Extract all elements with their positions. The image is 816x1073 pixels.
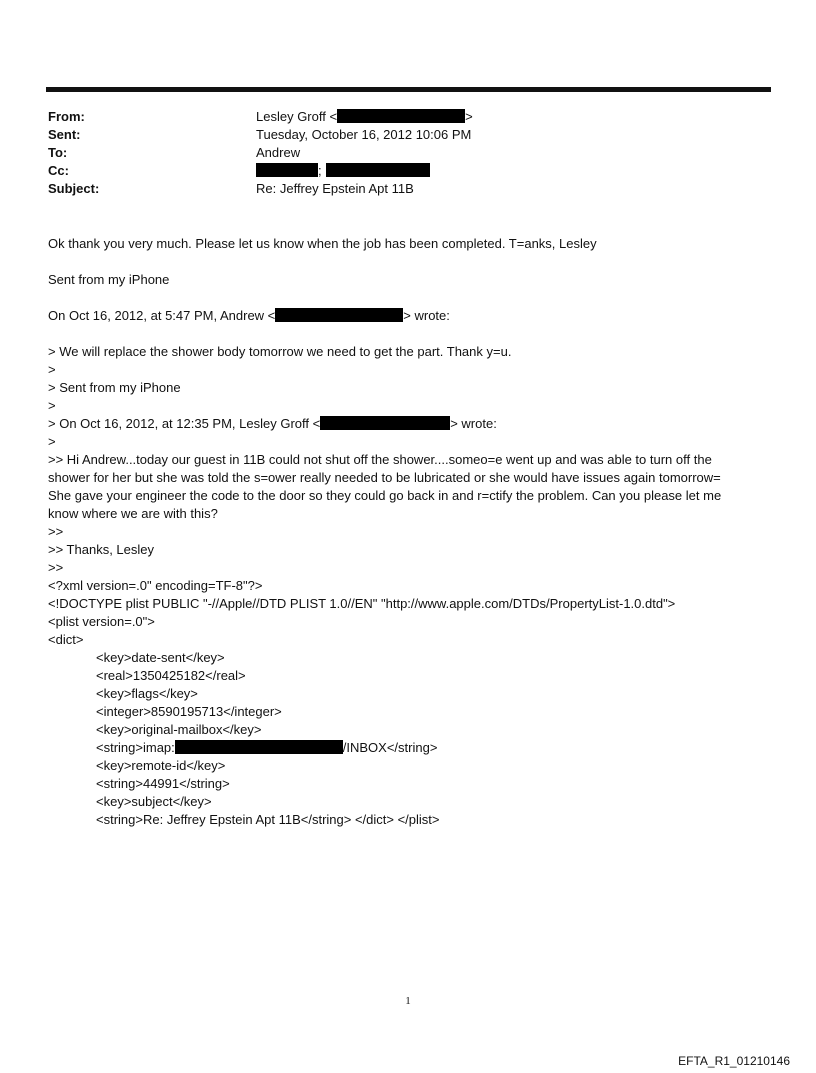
- quoted-header-prefix: > On Oct 16, 2012, at 12:35 PM, Lesley Groff <: [48, 416, 321, 431]
- xml-line: <integer>8590195713</integer>: [96, 704, 282, 719]
- from-suffix: >: [465, 109, 473, 124]
- from-name: Lesley Groff <: [256, 109, 338, 124]
- quoted-line: >>: [48, 560, 64, 575]
- quote-header: [48, 307, 450, 325]
- xml-line: <key>original-mailbox</key>: [96, 722, 262, 737]
- subject-label: Subject:: [48, 181, 100, 196]
- xml-line: <string>44991</string>: [96, 776, 230, 791]
- quoted-line: >: [48, 362, 56, 377]
- quoted-line: >: [48, 434, 56, 449]
- cc-separator: ;: [318, 163, 322, 178]
- xml-mailbox-suffix: /INBOX</string>: [342, 740, 438, 755]
- redaction-box: [175, 740, 343, 754]
- redaction-box: [337, 109, 465, 123]
- document-id: EFTA_R1_01210146: [678, 1054, 790, 1068]
- quoted-line: >> Thanks, Lesley: [48, 542, 154, 557]
- xml-line: [96, 739, 437, 757]
- subject-value: Re: Jeffrey Epstein Apt 11B: [256, 181, 414, 196]
- quote-header-suffix: > wrote:: [403, 308, 450, 323]
- from-label: From:: [48, 109, 85, 124]
- reply-text: Ok thank you very much. Please let us know when the job has been completed. T=anks, Lesley: [48, 236, 597, 251]
- quoted-line: know where we are with this?: [48, 506, 218, 521]
- redaction-box: [326, 163, 430, 177]
- header-rule: [46, 87, 771, 92]
- xml-line: <real>1350425182</real>: [96, 668, 246, 683]
- to-label: To:: [48, 145, 68, 160]
- signature-line: Sent from my iPhone: [48, 272, 170, 287]
- from-value: [256, 109, 473, 124]
- quoted-line: > We will replace the shower body tomorrow we need to get the part. Thank y=u.: [48, 344, 512, 359]
- to-value: Andrew: [256, 145, 301, 160]
- page-number: 1: [405, 995, 411, 1007]
- redaction-box: [275, 308, 403, 322]
- xml-line: <dict>: [48, 632, 84, 647]
- sent-value: Tuesday, October 16, 2012 10:06 PM: [256, 127, 472, 142]
- quoted-line: >: [48, 398, 56, 413]
- quoted-header-line: [48, 415, 497, 433]
- quoted-line: >>: [48, 524, 64, 539]
- quoted-line: > Sent from my iPhone: [48, 380, 181, 395]
- sent-label: Sent:: [48, 127, 81, 142]
- quoted-header-suffix: > wrote:: [450, 416, 497, 431]
- redaction-box: [320, 416, 450, 430]
- xml-line: <key>subject</key>: [96, 794, 212, 809]
- quoted-line: She gave your engineer the code to the door so they could go back in and r=ctify the problem. Can you please let me: [48, 488, 722, 503]
- xml-line: <plist version=.0">: [48, 614, 155, 629]
- quote-header-prefix: On Oct 16, 2012, at 5:47 PM, Andrew <: [48, 308, 276, 323]
- cc-value: [256, 163, 430, 178]
- redaction-box: [256, 163, 318, 177]
- xml-line: <key>flags</key>: [96, 686, 198, 701]
- xml-line: <?xml version=.0" encoding=TF-8"?>: [48, 578, 263, 593]
- quoted-line: >> Hi Andrew...today our guest in 11B could not shut off the shower....someo=e went up and was able to turn off the: [48, 452, 712, 467]
- cc-label: Cc:: [48, 163, 69, 178]
- xml-line: <!DOCTYPE plist PUBLIC "-//Apple//DTD PLIST 1.0//EN" "http://www.apple.com/DTDs/PropertyList-1.0.dtd">: [48, 596, 676, 611]
- xml-mailbox-prefix: <string>imap:: [96, 740, 175, 755]
- xml-line: <key>remote-id</key>: [96, 758, 226, 773]
- quoted-line: shower for her but she was told the s=ower really needed to be lubricated or she would have issues again tomorrow=: [48, 470, 721, 485]
- xml-line: <key>date-sent</key>: [96, 650, 225, 665]
- xml-line: <string>Re: Jeffrey Epstein Apt 11B</string> </dict> </plist>: [96, 812, 440, 827]
